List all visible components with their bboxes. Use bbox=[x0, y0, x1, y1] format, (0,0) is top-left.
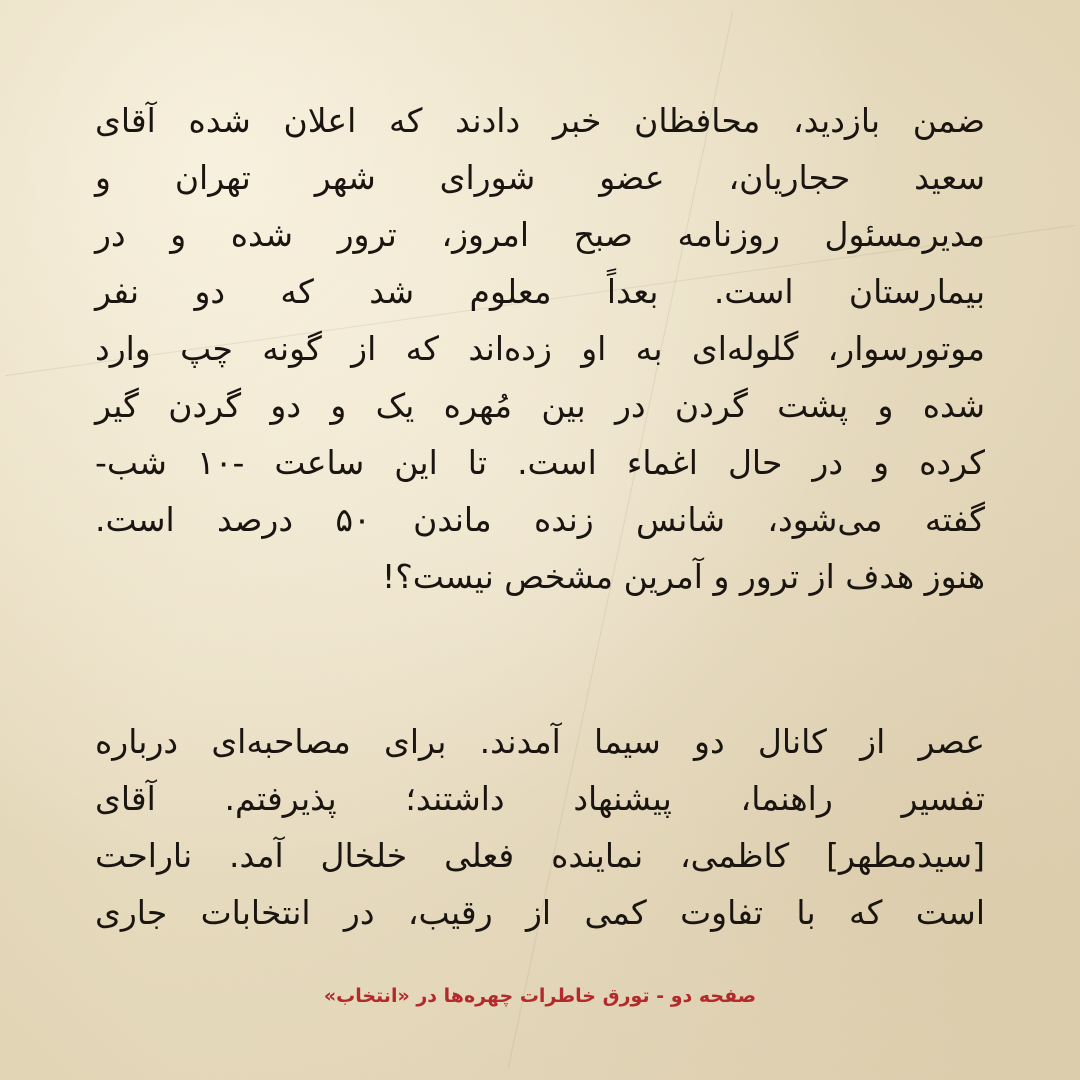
text-line: ضمن بازدید، محافظان خبر دادند که اعلان شده آقای bbox=[95, 101, 985, 140]
text-line: عصر از کانال دو سیما آمدند. برای مصاحبه‌ای درباره bbox=[95, 722, 985, 761]
text-line: گفته می‌شود، شانس زنده ماندن ۵۰ درصد است. bbox=[95, 500, 985, 539]
text-line: موتورسوار، گلوله‌ای به او زده‌اند که از گونه چپ وارد bbox=[95, 329, 985, 368]
text-line: [سیدمطهر] کاظمی، نماینده فعلی خلخال آمد. ناراحت bbox=[95, 836, 985, 875]
text-line: مدیرمسئول روزنامه صبح امروز، ترور شده و در bbox=[95, 215, 985, 254]
text-line: کرده و در حال اغماء است. تا این ساعت -۱۰ شب- bbox=[95, 443, 985, 482]
text-line: شده و پشت گردن در بین مُهره یک و دو گردن گیر bbox=[95, 386, 985, 425]
text-line: سعید حجاریان، عضو شورای شهر تهران و bbox=[95, 158, 985, 197]
text-line: بیمارستان است. بعداً معلوم شد که دو نفر bbox=[95, 272, 985, 311]
text-line: هنوز هدف از ترور و آمرین مشخص نیست؟! bbox=[382, 557, 985, 596]
paragraph-2 bbox=[95, 713, 985, 941]
text-line: است که با تفاوت کمی از رقیب، در انتخابات جاری bbox=[95, 893, 985, 932]
text-line: تفسیر راهنما، پیشنهاد داشتند؛ پذیرفتم. آقای bbox=[95, 779, 985, 818]
page-footer-caption: صفحه دو - تورق خاطرات چهره‌ها در «انتخاب» bbox=[323, 985, 757, 1007]
paragraph-1 bbox=[95, 92, 985, 605]
